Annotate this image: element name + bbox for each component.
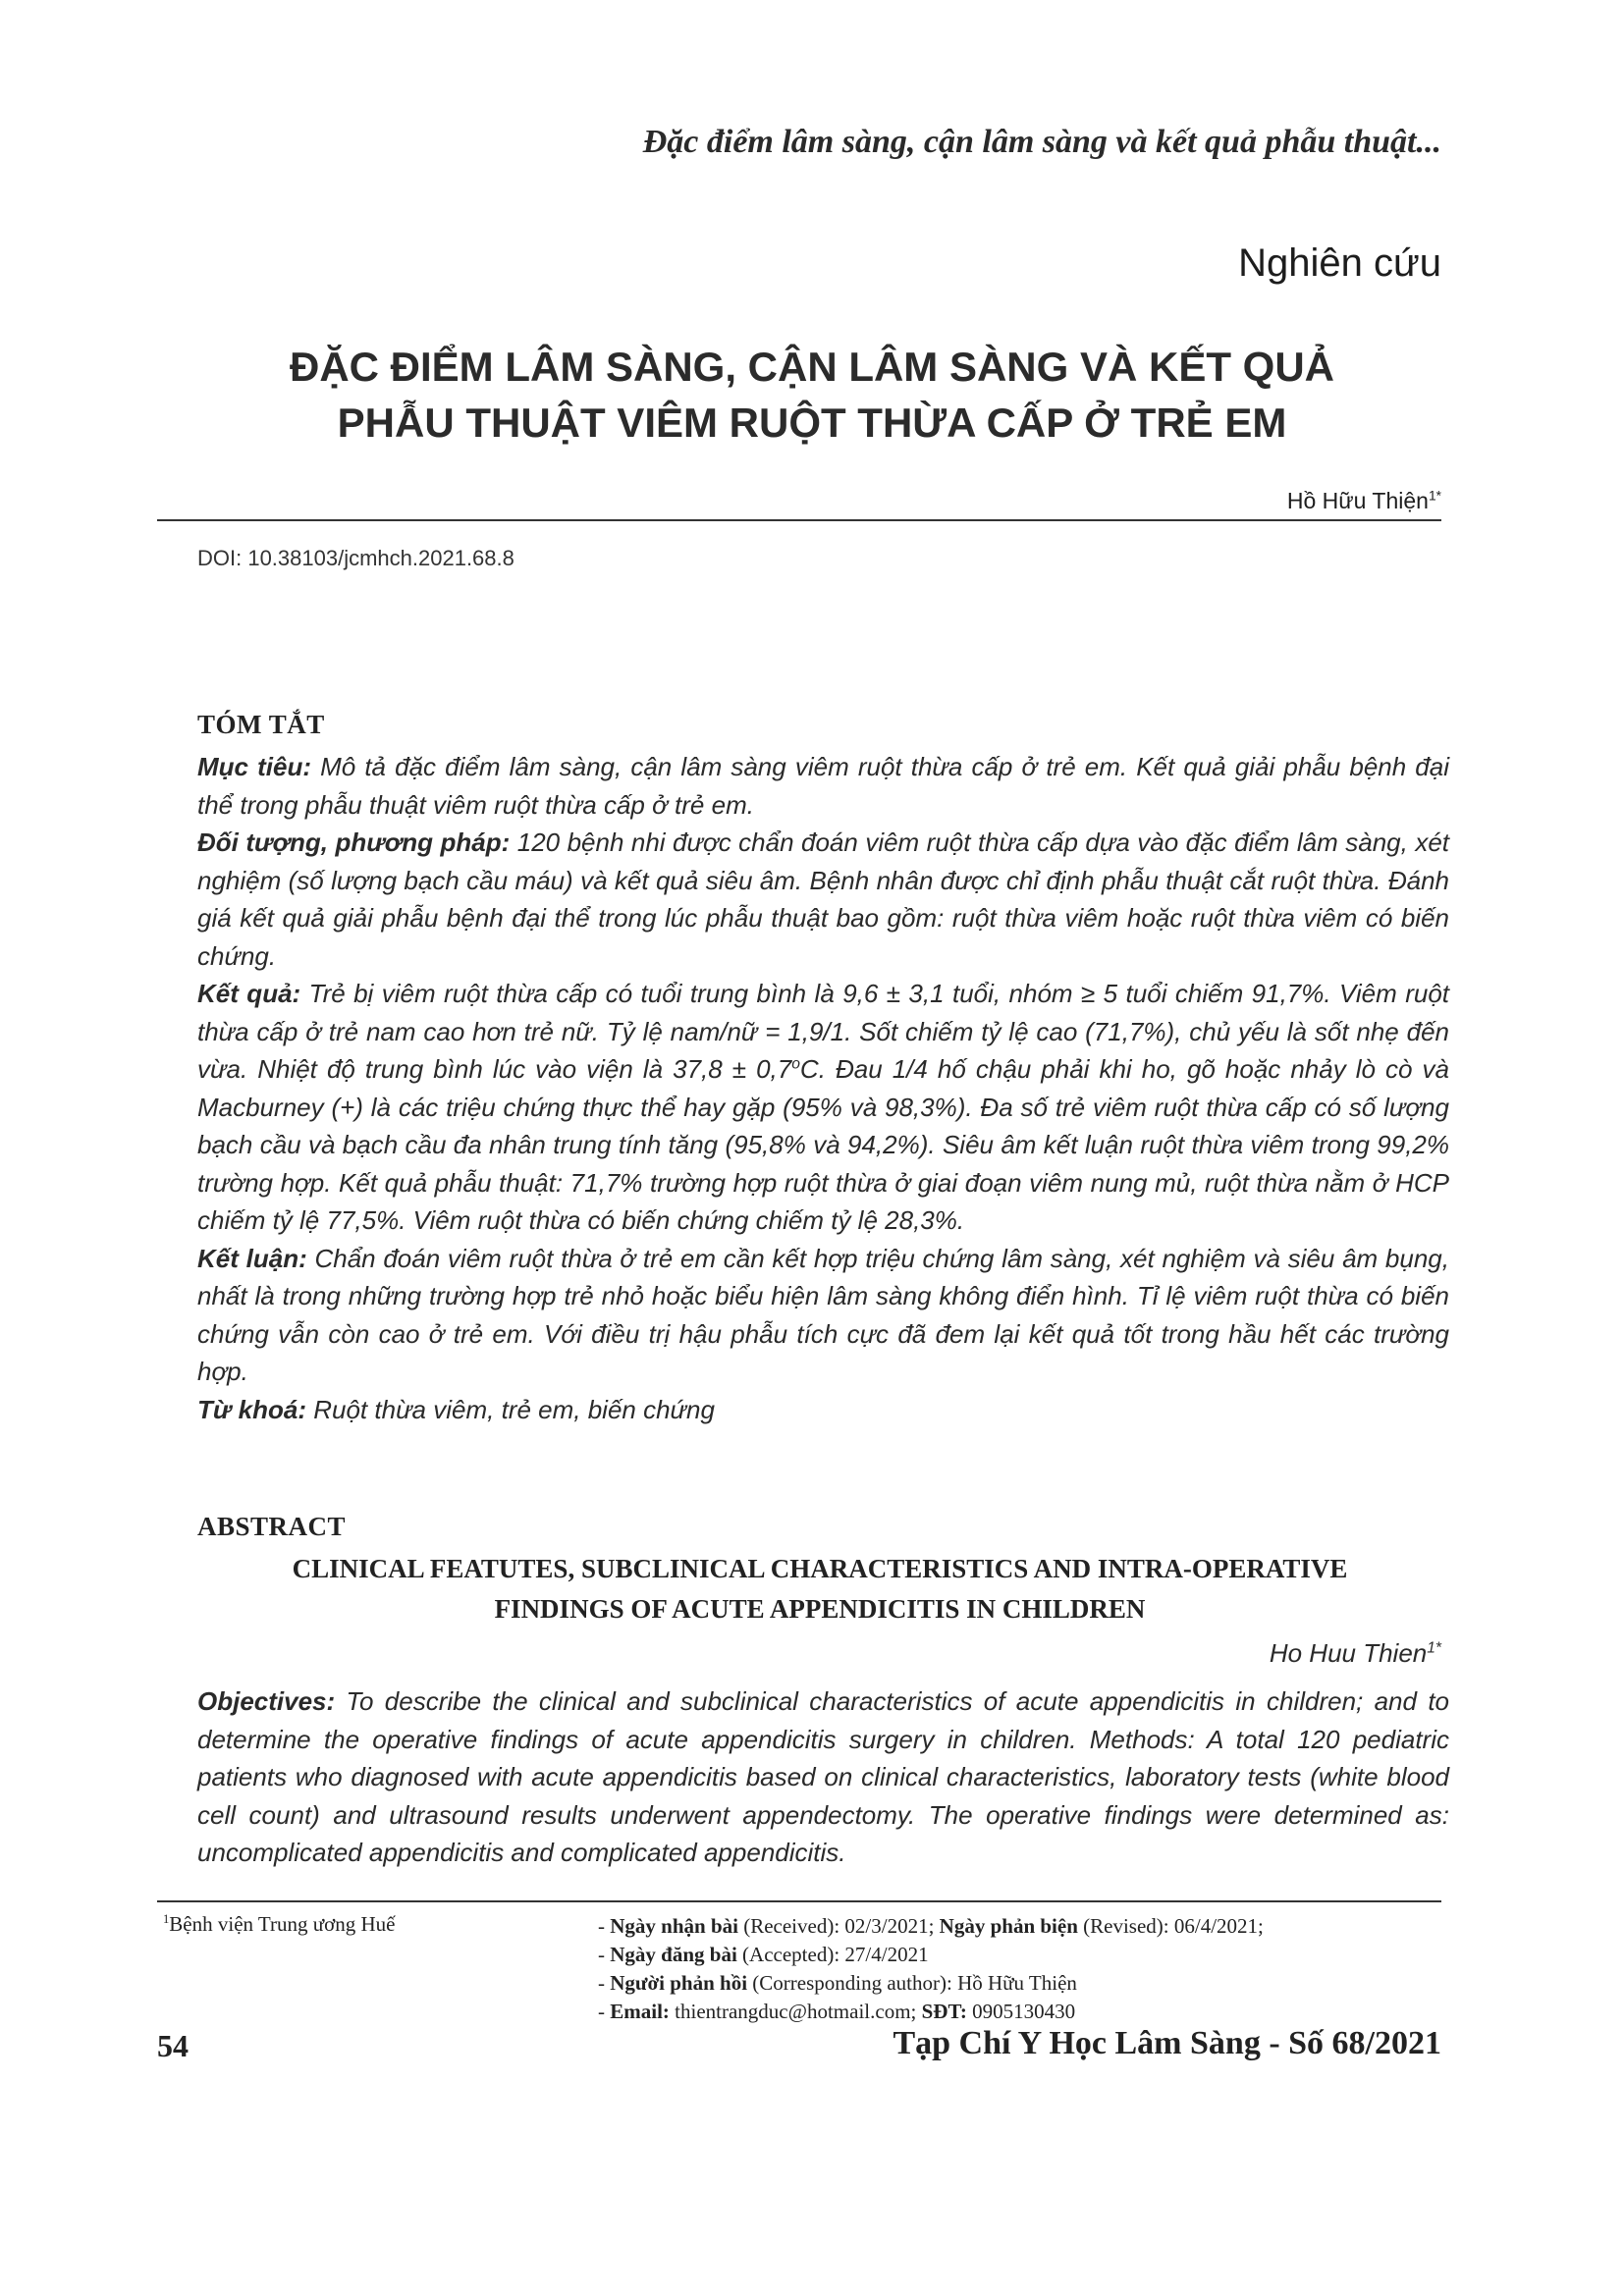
accepted-note xyxy=(598,1941,1462,1969)
title-line-1: ĐẶC ĐIỂM LÂM SÀNG, CẬN LÂM SÀNG VÀ KẾT QUẢ xyxy=(290,344,1334,390)
degree-superscript: o xyxy=(791,1055,800,1073)
author-vietnamese xyxy=(1287,488,1441,514)
email-text: thientrangduc@hotmail.com; xyxy=(669,2000,922,2023)
accepted-text: (Accepted): 27/4/2021 xyxy=(736,1943,929,1966)
journal-name: Tạp Chí Y Học Lâm Sàng - Số 68/2021 xyxy=(893,2025,1441,2061)
keywords-text: Ruột thừa viêm, trẻ em, biến chứng xyxy=(306,1394,715,1424)
contact-note xyxy=(598,1998,1462,2026)
objectives-label: Mục tiêu: xyxy=(197,752,311,781)
author-en-name: Ho Huu Thien xyxy=(1269,1638,1428,1668)
article-dates-notes xyxy=(598,1912,1462,2026)
received-label: Ngày nhận bài xyxy=(610,1914,738,1938)
corresponding-label: Người phản hồi xyxy=(610,1971,748,1995)
en-objectives-text: To describe the clinical and subclinical characteristics of acute appendicitis in children; and to determine the operative findings of acute appendicitis surgery in children. Methods: A total 120 pediatric patients who diagnosed with acute appendicitis based on clinical characteristics, laboratory tests (white blood cell count) and ultrasound results underwent appendectomy. The operative findings were determined as: uncomplicated appendicitis and complicated appendicitis. xyxy=(197,1686,1449,1867)
corresponding-text: (Corresponding author): Hồ Hữu Thiện xyxy=(747,1971,1077,1995)
english-title xyxy=(177,1549,1463,1629)
abstract-heading: ABSTRACT xyxy=(197,1512,347,1541)
author-en-marker: 1* xyxy=(1427,1639,1441,1657)
methods-label: Đối tượng, phương pháp: xyxy=(197,828,511,857)
revised-text: (Revised): 06/4/2021; xyxy=(1077,1914,1264,1938)
tomtat-heading: TÓM TẮT xyxy=(197,710,325,739)
section-label: Nghiên cứu xyxy=(1238,241,1441,285)
keywords-label: Từ khoá: xyxy=(197,1394,307,1424)
affiliation-footnote xyxy=(163,1912,395,1937)
en-objectives-label: Objectives: xyxy=(197,1686,336,1716)
dash: - xyxy=(598,1971,611,1995)
article-title xyxy=(157,339,1467,451)
email-label: Email: xyxy=(610,2000,670,2023)
dash: - xyxy=(598,1943,611,1966)
results-label: Kết quả: xyxy=(197,979,301,1008)
accepted-label: Ngày đăng bài xyxy=(610,1943,737,1966)
page-number: 54 xyxy=(157,2028,189,2063)
phone-text: 0905130430 xyxy=(966,2000,1076,2023)
doi: DOI: 10.38103/jcmhch.2021.68.8 xyxy=(197,546,514,570)
revised-label: Ngày phản biện xyxy=(939,1914,1078,1938)
corresponding-note xyxy=(598,1969,1462,1998)
english-title-line-1: CLINICAL FEATUTES, SUBCLINICAL CHARACTERISTICS AND INTRA-OPERATIVE xyxy=(292,1554,1348,1583)
english-title-line-2: FINDINGS OF ACUTE APPENDICITIS IN CHILDREN xyxy=(494,1594,1146,1624)
affiliation-marker: 1 xyxy=(163,1912,170,1926)
conclusion-paragraph xyxy=(197,1240,1449,1391)
methods-paragraph xyxy=(197,824,1449,975)
results-text-b: C. Đau 1/4 hố chậu phải khi ho, gõ hoặc nhảy lò cò và Macburney (+) là các triệu chứng thực thể hay gặp (95% và 98,3%). Đa số trẻ viêm ruột thừa cấp có số lượng bạch cầu và bạch cầu đa nhân trung tính tăng (95,8% và 94,2%). Siêu âm kết luận ruột thừa viêm trong 99,2% trường hợp. Kết quả phẫu thuật: 71,7% trường hợp ruột thừa ở giai đoạn viêm nung mủ, ruột thừa nằm ở HCP chiếm tỷ lệ 77,5%. Viêm ruột thừa có biến chứng chiếm tỷ lệ 28,3%. xyxy=(197,1054,1449,1235)
title-line-2: PHẪU THUẬT VIÊM RUỘT THỪA CẤP Ở TRẺ EM xyxy=(337,400,1287,446)
received-note xyxy=(598,1912,1462,1941)
results-text-a: Trẻ bị viêm ruột thừa cấp có tuổi trung bình là 9,6 ± 3,1 tuổi, nhóm ≥ 5 tuổi chiếm 91,7%. Viêm ruột thừa cấp ở trẻ nam cao hơn trẻ nữ. Tỷ lệ nam/nữ = 1,9/1. Sốt chiếm tỷ lệ cao (71,7%), chủ yếu là sốt nhẹ đến vừa. Nhiệt độ trung bình lúc vào viện là 37,8 ± 0,7 xyxy=(197,979,1450,1084)
methods-text: 120 bệnh nhi được chẩn đoán viêm ruột thừa cấp dựa vào đặc điểm lâm sàng, xét nghiệm (số lượng bạch cầu máu) và kết quả siêu âm. Bệnh nhân được chỉ định phẫu thuật cắt ruột thừa. Đánh giá kết quả giải phẫu bệnh đại thể trong lúc phẫu thuật bao gồm: ruột thừa viêm hoặc ruột thừa viêm có biến chứng. xyxy=(197,828,1450,971)
footnote-divider xyxy=(157,1900,1441,1902)
running-header: Đặc điểm lâm sàng, cận lâm sàng và kết quả phẫu thuật... xyxy=(642,124,1441,160)
author-marker: 1* xyxy=(1428,488,1441,504)
author-name: Hồ Hữu Thiện xyxy=(1286,488,1429,513)
header-divider xyxy=(157,519,1441,521)
objectives-text: Mô tả đặc điểm lâm sàng, cận lâm sàng viêm ruột thừa cấp ở trẻ em. Kết quả giải phẫu bệnh đại thể trong phẫu thuật viêm ruột thừa cấp ở trẻ em. xyxy=(197,752,1449,820)
objectives-paragraph xyxy=(197,748,1449,824)
conclusion-text: Chẩn đoán viêm ruột thừa ở trẻ em cần kết hợp triệu chứng lâm sàng, xét nghiệm và siêu âm bụng, nhất là trong những trường hợp trẻ nhỏ hoặc biểu hiện lâm sàng không điển hình. Tỉ lệ viêm ruột thừa có biến chứng vẫn còn cao ở trẻ em. Với điều trị hậu phẫu tích cực đã đem lại kết quả tốt trong hầu hết các trường hợp. xyxy=(197,1243,1449,1386)
phone-label: SĐT: xyxy=(921,2000,967,2023)
vietnamese-abstract xyxy=(197,748,1449,1428)
results-paragraph xyxy=(197,975,1449,1240)
affiliation-text: Bệnh viện Trung ương Huế xyxy=(169,1912,396,1936)
keywords-paragraph xyxy=(197,1391,1449,1429)
dash: - xyxy=(598,1914,611,1938)
dash: - xyxy=(598,2000,611,2023)
conclusion-label: Kết luận: xyxy=(197,1243,307,1273)
received-text: (Received): 02/3/2021; xyxy=(737,1914,940,1938)
english-abstract xyxy=(197,1682,1449,1872)
author-english xyxy=(1270,1638,1441,1669)
